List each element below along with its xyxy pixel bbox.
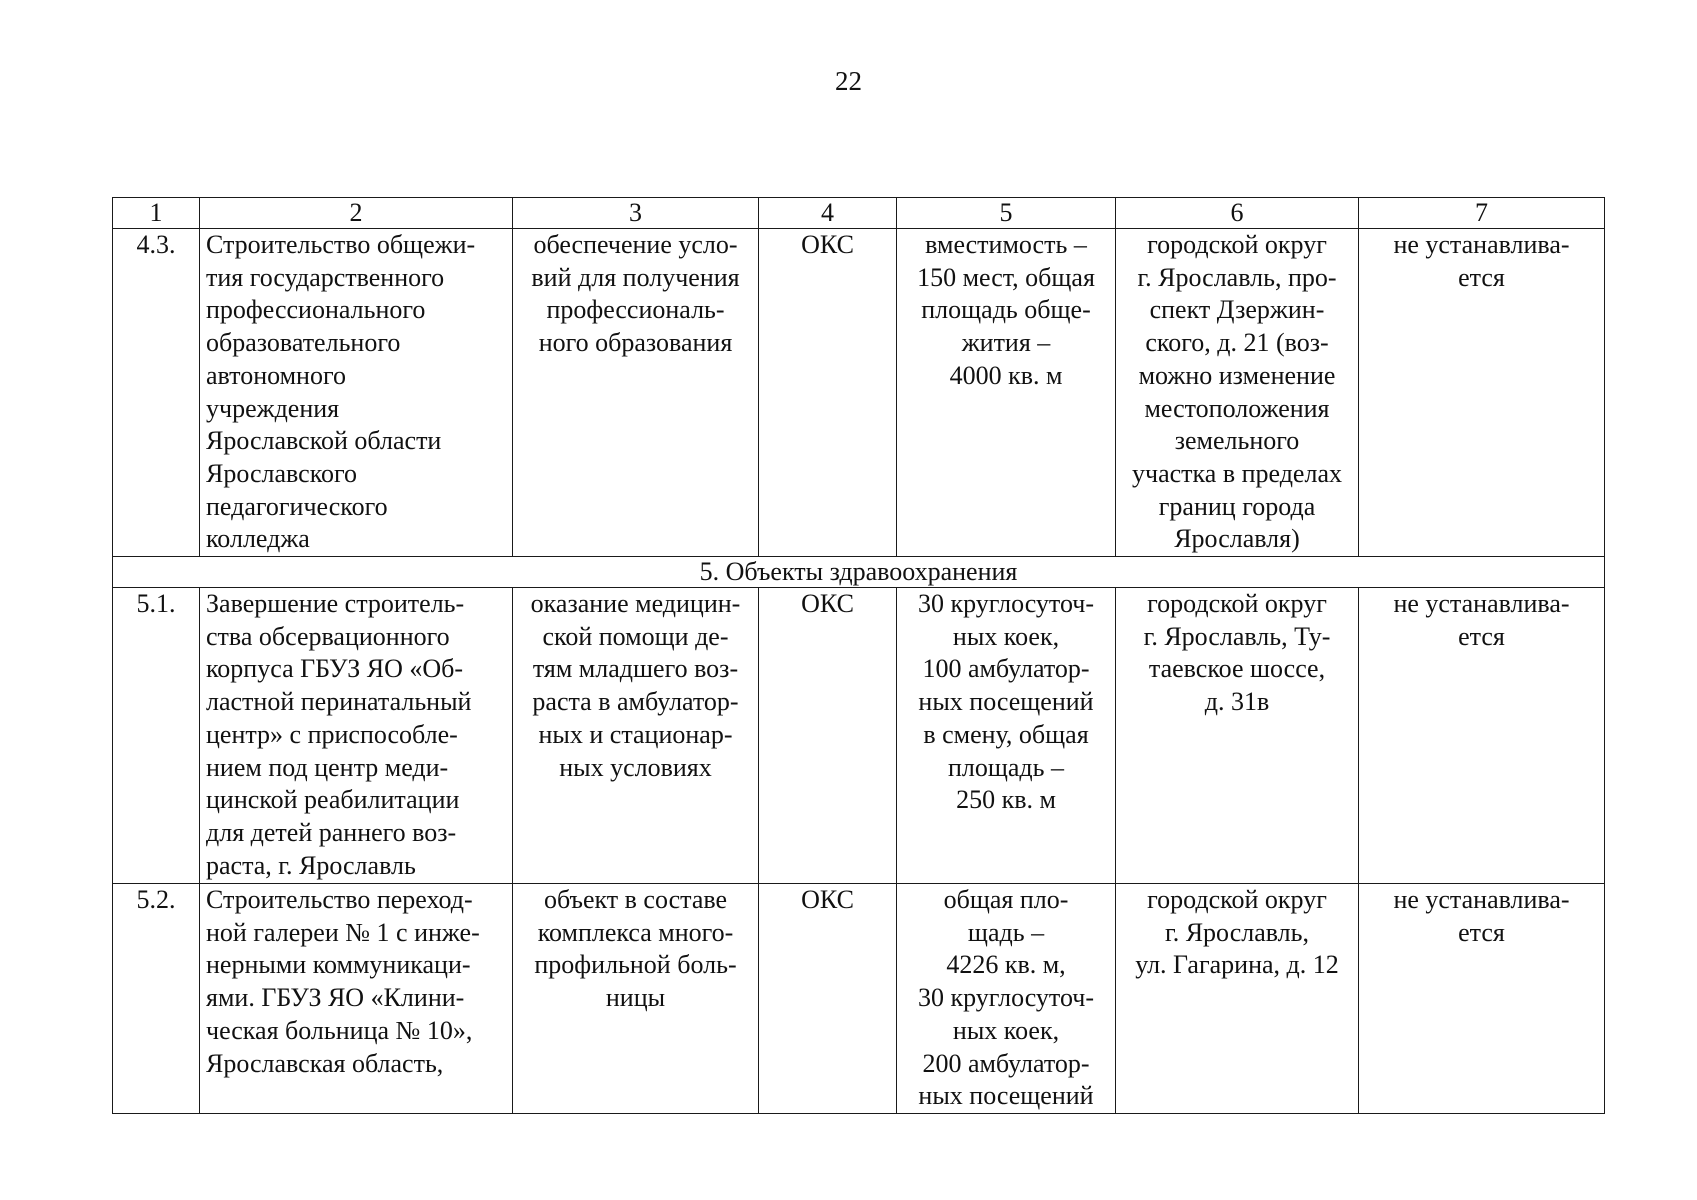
- cell-text-line: обеспечение усло-: [533, 230, 738, 259]
- cell-text-line: городской округ: [1147, 230, 1327, 259]
- column-header: 3: [513, 198, 759, 229]
- cell-text-line: ства обсервационного: [206, 621, 450, 651]
- cell-text-line: ул. Гагарина, д. 12: [1135, 950, 1339, 980]
- cell-text-line: автономного: [206, 360, 346, 390]
- cell-text-line: общая пло-: [943, 885, 1069, 915]
- cell-text-line: не устанавлива-: [1393, 885, 1570, 915]
- cell-text-line: Строительство общежи-: [206, 230, 476, 259]
- cell-text-line: профессиональ-: [546, 295, 725, 325]
- cell-text-line: профессионального: [206, 295, 426, 325]
- cell-text-line: г. Ярославль, Ту-: [1143, 621, 1331, 651]
- cell-text-line: таевское шоссе,: [1148, 654, 1326, 684]
- object-type: ОКС: [759, 884, 897, 1114]
- cell-text-line: местоположения: [1144, 393, 1330, 423]
- cell-text-line: ется: [1458, 262, 1505, 292]
- cell-text-line: вместимость –: [925, 230, 1087, 259]
- object-purpose: [513, 884, 759, 1114]
- cell-text-line: ных коек,: [952, 621, 1060, 651]
- cell-text-line: площадь –: [947, 752, 1065, 782]
- section-heading-row: [113, 557, 1605, 588]
- cell-text-line: педагогического: [206, 491, 388, 521]
- cell-text-line: 30 круглосуточ-: [917, 589, 1095, 619]
- cell-text-line: нерными коммуникаци-: [206, 950, 471, 980]
- column-header: 5: [897, 198, 1116, 229]
- cell-text-line: городской округ: [1147, 589, 1327, 619]
- cell-text-line: Ярославского: [206, 458, 358, 488]
- cell-text-line: 200 амбулатор-: [922, 1048, 1090, 1078]
- cell-text-line: 150 мест, общая: [917, 262, 1095, 292]
- cell-text-line: площадь обще-: [921, 295, 1091, 325]
- cell-text-line: ями. ГБУЗ ЯО «Клини-: [206, 983, 465, 1013]
- cell-text-line: Завершение строитель-: [206, 589, 465, 619]
- cell-text-line: тия государственного: [206, 262, 445, 292]
- cell-text-line: центр» с приспособле-: [206, 719, 458, 749]
- cell-text-line: жития –: [961, 328, 1051, 358]
- objects-table: [112, 197, 1605, 1114]
- cell-text-line: щадь –: [967, 917, 1045, 947]
- cell-text-line: спект Дзержин-: [1149, 295, 1325, 325]
- cell-text-line: 30 круглосуточ-: [917, 983, 1095, 1013]
- cell-text-line: комплекса много-: [537, 917, 734, 947]
- cell-text-line: ческая больница № 10»,: [206, 1015, 473, 1045]
- object-name: [200, 229, 513, 557]
- cell-text-line: нием под центр меди-: [206, 752, 449, 782]
- column-number-row: [113, 198, 1605, 229]
- column-header: 7: [1359, 198, 1605, 229]
- row-number: 5.1.: [113, 588, 200, 884]
- object-type: ОКС: [759, 588, 897, 884]
- cell-text-line: тям младшего воз-: [532, 654, 739, 684]
- object-characteristics: [897, 229, 1116, 557]
- table-row: [113, 884, 1605, 1114]
- object-location: [1116, 588, 1359, 884]
- cell-text-line: не устанавлива-: [1393, 230, 1570, 259]
- cell-text-line: ской помощи де-: [542, 621, 729, 651]
- object-purpose: [513, 588, 759, 884]
- cell-text-line: ного образования: [538, 328, 733, 358]
- cell-text-line: оказание медицин-: [530, 589, 741, 619]
- cell-text-line: земельного: [1174, 426, 1300, 456]
- row-number: 5.2.: [113, 884, 200, 1114]
- cell-text-line: д. 31в: [1204, 687, 1270, 717]
- object-location: [1116, 229, 1359, 557]
- object-characteristics: [897, 884, 1116, 1114]
- cell-text-line: профильной боль-: [534, 950, 737, 980]
- cell-text-line: г. Ярославль, про-: [1137, 262, 1337, 292]
- cell-text-line: ных и стационар-: [538, 719, 733, 749]
- section-heading: 5. Объекты здравоохранения: [113, 557, 1605, 588]
- object-name: [200, 588, 513, 884]
- cell-text-line: корпуса ГБУЗ ЯО «Об-: [206, 654, 464, 684]
- table-row: [113, 229, 1605, 557]
- column-header: 6: [1116, 198, 1359, 229]
- cell-text-line: ется: [1458, 917, 1505, 947]
- cell-text-line: Строительство переход-: [206, 885, 473, 915]
- cell-text-line: ных посещений: [918, 687, 1094, 717]
- cell-text-line: Ярославля): [1174, 524, 1300, 554]
- cell-text-line: ется: [1458, 621, 1505, 651]
- cell-text-line: цинской реабилитации: [206, 785, 460, 815]
- cell-text-line: ных посещений: [918, 1081, 1094, 1111]
- cell-text-line: участка в пределах: [1132, 458, 1342, 488]
- object-characteristics: [897, 588, 1116, 884]
- object-name: [200, 884, 513, 1114]
- table-row: [113, 588, 1605, 884]
- cell-text-line: не устанавлива-: [1393, 589, 1570, 619]
- page-number: 22: [835, 66, 862, 96]
- row-number: 4.3.: [113, 229, 200, 557]
- cell-text-line: раста в амбулатор-: [532, 687, 739, 717]
- cell-text-line: раста, г. Ярославль: [206, 850, 416, 880]
- object-type: ОКС: [759, 229, 897, 557]
- cell-text-line: ницы: [605, 983, 666, 1013]
- cell-text-line: ных условиях: [559, 752, 712, 782]
- cell-text-line: для детей раннего воз-: [206, 817, 457, 847]
- cell-text-line: можно изменение: [1138, 360, 1336, 390]
- cell-text-line: ластной перинатальный: [206, 687, 472, 717]
- cell-text-line: объект в составе: [543, 885, 728, 915]
- zone-characteristics: [1359, 588, 1605, 884]
- cell-text-line: ных коек,: [952, 1015, 1060, 1045]
- cell-text-line: Ярославской области: [206, 426, 442, 456]
- column-header: 2: [200, 198, 513, 229]
- object-location: [1116, 884, 1359, 1114]
- cell-text-line: колледжа: [206, 524, 310, 554]
- cell-text-line: городской округ: [1147, 885, 1327, 915]
- cell-text-line: ной галереи № 1 с инже-: [206, 917, 480, 947]
- cell-text-line: учреждения: [206, 393, 340, 423]
- cell-text-line: ского, д. 21 (воз-: [1145, 328, 1329, 358]
- column-header: 1: [113, 198, 200, 229]
- cell-text-line: 250 кв. м: [956, 785, 1056, 815]
- cell-text-line: Ярославская область,: [206, 1048, 444, 1078]
- zone-characteristics: [1359, 229, 1605, 557]
- cell-text-line: 100 амбулатор-: [922, 654, 1090, 684]
- cell-text-line: границ города: [1158, 491, 1316, 521]
- zone-characteristics: [1359, 884, 1605, 1114]
- column-header: 4: [759, 198, 897, 229]
- cell-text-line: вий для получения: [531, 262, 740, 292]
- cell-text-line: образовательного: [206, 328, 401, 358]
- cell-text-line: в смену, общая: [923, 719, 1089, 749]
- cell-text-line: 4226 кв. м,: [946, 950, 1066, 980]
- cell-text-line: 4000 кв. м: [949, 360, 1063, 390]
- cell-text-line: г. Ярославль,: [1164, 917, 1310, 947]
- object-purpose: [513, 229, 759, 557]
